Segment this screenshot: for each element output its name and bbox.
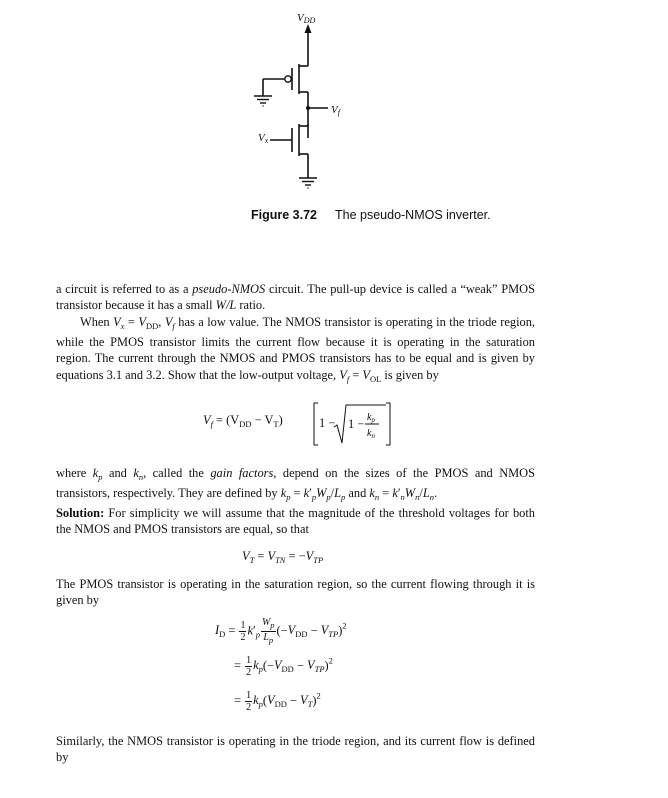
svg-text:1 −: 1 − [319, 416, 336, 430]
figure-caption [251, 208, 491, 222]
solution-label: Solution: [56, 506, 105, 520]
paragraph-pseudo-nmos: a circuit is referred to as a pseudo-NMOS circuit. The pull-up device is called a “weak” PMOS transistor because it has a small W/L ratio. [56, 282, 535, 313]
paragraph-solution: Solution: For simplicity we will assume that the magnitude of the threshold voltages for both the NMOS and PMOS transistors are equal, so that [56, 506, 535, 537]
equation-id-line1: $I_D$ = $\frac{1}{2}$ $k'_p$ $\frac{W_p}{L_p}$ $(-V_{DD} - V_{TP})^2$ [215, 617, 347, 645]
equation-id-line3: = $\frac{1}{2}$ $k_p(V_{DD} - V_T)^2$ [234, 690, 321, 713]
equation-vf-low: $V_f = (V_{DD} - V_T)$ [203, 413, 283, 429]
vx-label: Vx [258, 132, 269, 145]
vdd-label: VDD [297, 12, 316, 25]
paragraph-gain-factors: where $k_p$ and $k_n$, called the gain factors, depend on the sizes of the PMOS and NMOS transistors, respectively. They are defined by $k_p = k'_pW_p/L_p$ and $k_n = k'_nW_n/L_n$. [56, 466, 535, 503]
ground-symbol-pmos [254, 96, 272, 106]
svg-text:kn: $k_n$ [367, 428, 375, 440]
paragraph-pmos-saturation: The PMOS transistor is operating in the saturation region, so the current flowing through it is given by [56, 577, 535, 608]
equation-vf-low-brackets [312, 401, 392, 447]
ground-symbol-nmos [299, 178, 317, 188]
svg-text:kp: $k_p$ [367, 412, 375, 424]
vdd-arrow [305, 24, 312, 33]
equation-id-line2: = $\frac{1}{2}$ $k_p(-V_{DD} - V_{TP})^2$ [234, 655, 333, 678]
paragraph-when-vx: When $V_x = V_{DD}$, $V_f$ has a low value. The NMOS transistor is operating in the triode region, while the PMOS transistor limits the current flow because it is operating in the saturation region. The current through the NMOS and PMOS transistors has to be equal and is given by equations 3.1 and 3.2. Show that the low-output voltage, $V_f = V_{OL}$ is given by [56, 315, 535, 384]
figure-number: Figure 3.72 [251, 208, 317, 222]
svg-text:1 −: 1 − [348, 417, 365, 431]
paragraph-nmos-triode: Similarly, the NMOS transistor is operating in the triode region, and its current flow is defined by [56, 734, 535, 765]
equation-threshold: $V_T = V_{TN} = -V_{TP}$ [242, 549, 324, 565]
pmos-gate-bubble [285, 76, 291, 82]
figure-caption-text: The pseudo-NMOS inverter. [335, 208, 491, 222]
vf-label: Vf [331, 104, 340, 117]
output-node-dot [306, 106, 310, 110]
pseudo-nmos-circuit-diagram [230, 8, 380, 198]
